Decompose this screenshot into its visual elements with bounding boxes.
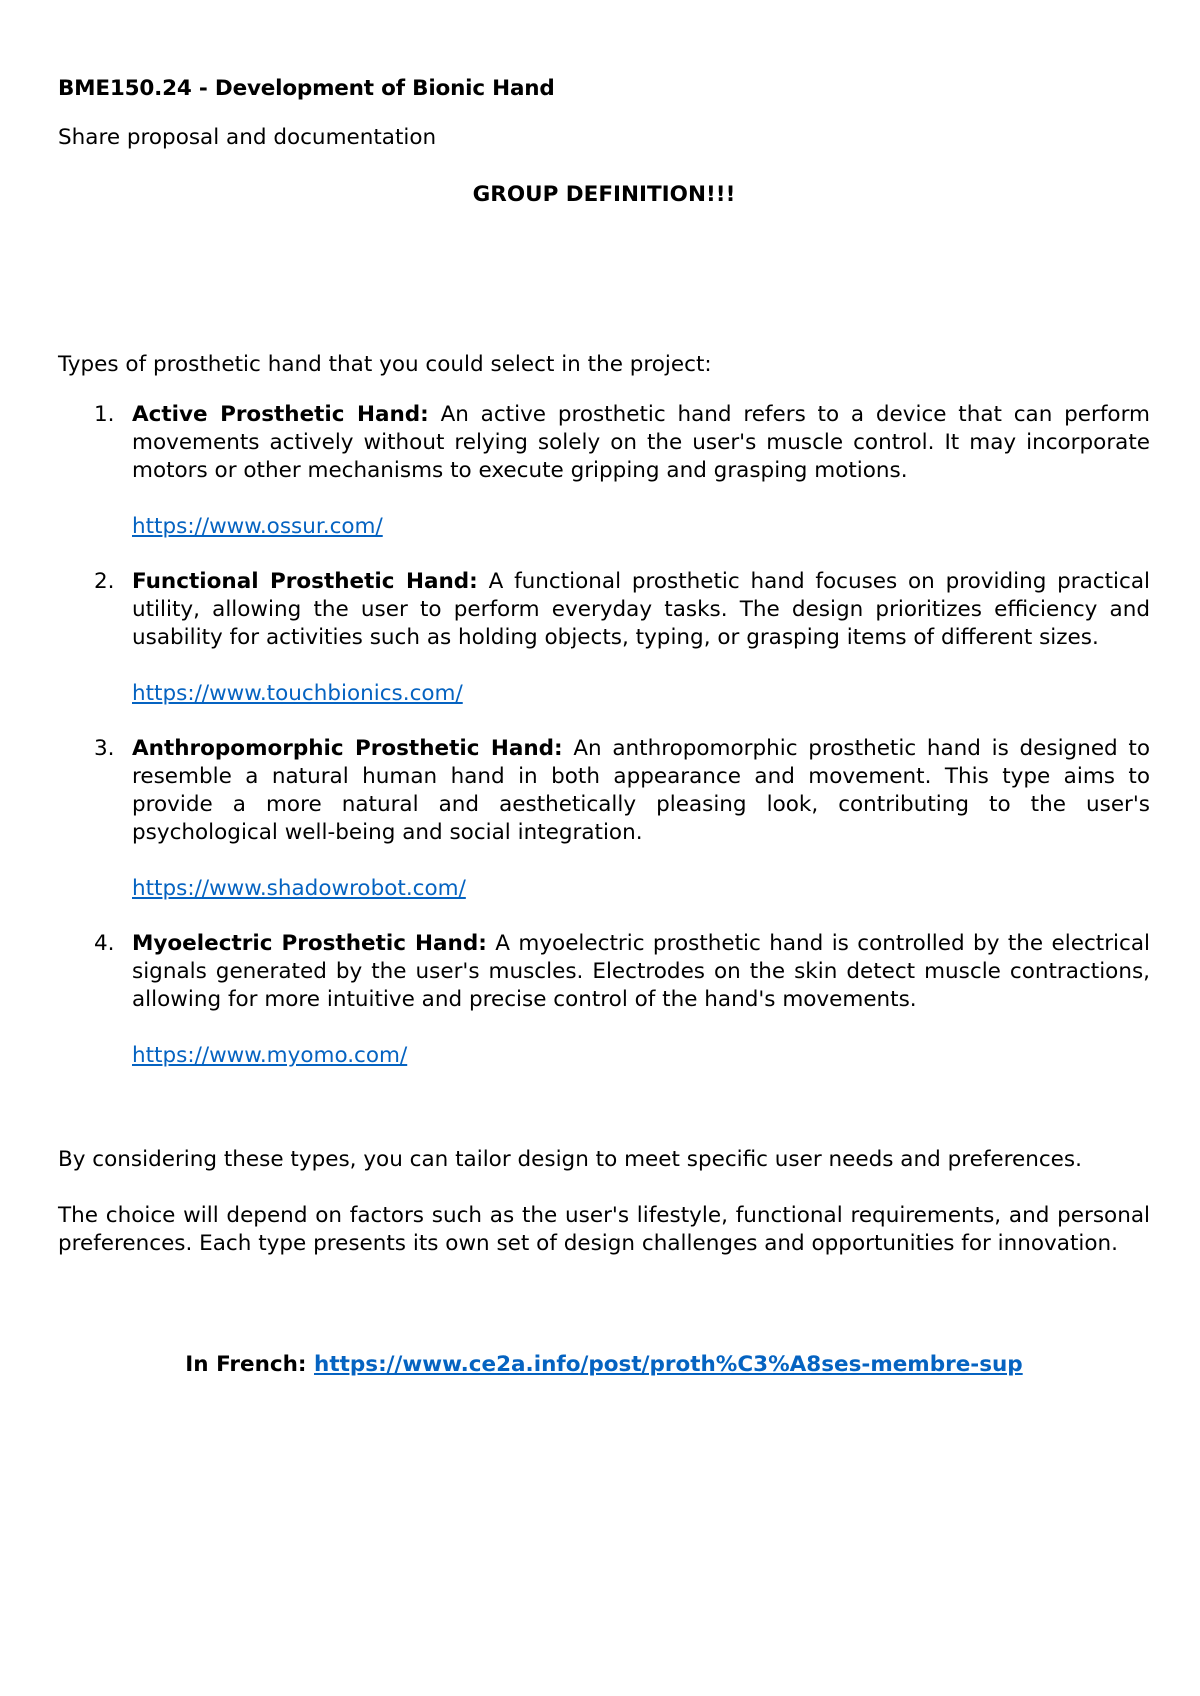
- list-number: 1.: [94, 402, 115, 427]
- type-name: Active Prosthetic Hand:: [132, 402, 429, 427]
- french-resource-line: [58, 1351, 1150, 1379]
- list-item: [58, 930, 1150, 1070]
- list-number: 4.: [94, 931, 115, 956]
- type-text: A myoelectric prosthetic hand is controlled by the electrical signals generated by the user's muscles. Electrodes on the skin detect muscle contractions, allowing for more intuitive and precise control of the hand's movements.: [132, 931, 1150, 1012]
- french-link[interactable]: https://www.ce2a.info/post/proth%C3%A8ses-membre-sup: [314, 1352, 1023, 1377]
- types-intro: Types of prosthetic hand that you could select in the project:: [58, 352, 712, 377]
- type-description: [132, 735, 1150, 847]
- type-link[interactable]: https://www.touchbionics.com/: [132, 681, 463, 706]
- type-text: A functional prosthetic hand focuses on providing practical utility, allowing the user to perform everyday tasks. The design prioritizes efficiency and usability for activities such as holding objects, typing, or grasping items of different sizes.: [132, 569, 1150, 650]
- type-link[interactable]: https://www.myomo.com/: [132, 1043, 408, 1068]
- list-number: 3.: [94, 736, 115, 761]
- closing-paragraph-2: The choice will depend on factors such as the user's lifestyle, functional requirements, and personal preferences. Each type presents its own set of design challenges and opportunities for innovation.: [58, 1203, 1150, 1256]
- group-definition-heading: GROUP DEFINITION!!!: [472, 182, 736, 207]
- type-description: [132, 568, 1150, 652]
- type-description: [132, 401, 1150, 485]
- french-label: In French:: [185, 1352, 315, 1377]
- document-page: [58, 75, 1150, 1379]
- list-number: 2.: [94, 569, 115, 594]
- document-title: BME150.24 - Development of Bionic Hand: [58, 76, 555, 101]
- type-name: Functional Prosthetic Hand:: [132, 569, 478, 594]
- type-name: Anthropomorphic Prosthetic Hand:: [132, 736, 563, 761]
- type-name: Myoelectric Prosthetic Hand:: [132, 931, 487, 956]
- document-subtitle: Share proposal and documentation: [58, 125, 437, 150]
- list-item: [58, 735, 1150, 903]
- type-description: [132, 930, 1150, 1014]
- prosthetic-types-list: [58, 401, 1150, 1070]
- list-item: [58, 401, 1150, 541]
- type-link[interactable]: https://www.ossur.com/: [132, 514, 383, 539]
- list-item: [58, 568, 1150, 708]
- type-text: An anthropomorphic prosthetic hand is designed to resemble a natural human hand in both appearance and movement. This type aims to provide a more natural and aesthetically pleasing look, contributing to the user's psychological well-being and social integration.: [132, 736, 1150, 845]
- closing-paragraph-1: By considering these types, you can tailor design to meet specific user needs and preferences.: [58, 1147, 1082, 1172]
- type-link[interactable]: https://www.shadowrobot.com/: [132, 876, 466, 901]
- type-text: An active prosthetic hand refers to a device that can perform movements actively without relying solely on the user's muscle control. It may incorporate motors or other mechanisms to execute gripping and grasping motions.: [132, 402, 1150, 483]
